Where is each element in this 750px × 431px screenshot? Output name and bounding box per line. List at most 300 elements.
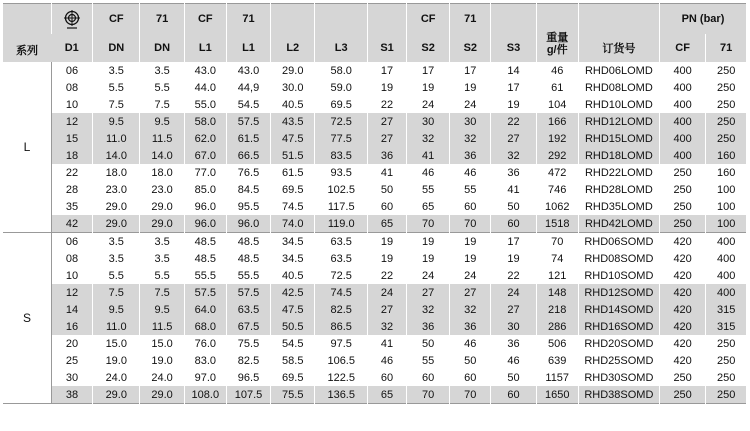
table-cell: 420 [659,318,705,335]
table-cell: 5.5 [140,79,184,96]
table-cell: 19 [368,79,407,96]
table-cell: 72.5 [315,113,368,130]
table-cell: 85.0 [184,181,226,198]
table-cell: 250 [706,79,746,96]
table-cell: 10 [51,267,92,284]
table-row [3,147,746,164]
table-cell: 65 [407,198,450,215]
table-cell: 32 [491,147,536,164]
table-cell: 250 [706,96,746,113]
table-cell: 66.5 [226,147,270,164]
table-cell: 15.0 [140,335,184,352]
table-cell: 1650 [536,386,578,404]
table-cell: 27 [368,301,407,318]
table-cell: 24 [450,267,491,284]
table-cell: 44,9 [226,79,270,96]
table-cell: 106.5 [315,352,368,369]
table-cell: 46 [491,352,536,369]
table-cell: 36 [368,147,407,164]
table-cell: 18.0 [140,164,184,181]
table-cell: 08 [51,250,92,267]
table-cell: 11.5 [140,130,184,147]
table-cell: 100 [706,181,746,198]
table-cell: RHD30SOMD [578,369,659,386]
hdr-r1-c1: CF [93,4,140,35]
table-cell: 75.5 [226,335,270,352]
table-cell: 30.0 [271,79,315,96]
table-cell: 24.0 [93,369,140,386]
table-cell: 23.0 [140,181,184,198]
table-cell: 70 [450,386,491,404]
table-cell: RHD10SOMD [578,267,659,284]
table-cell: 315 [706,318,746,335]
hdr-r1-c2: 71 [140,4,184,35]
table-cell: 96.0 [184,198,226,215]
table-cell: 19 [407,233,450,251]
table-cell: 50.5 [271,318,315,335]
table-cell: 64.0 [184,301,226,318]
table-cell: 69.5 [271,181,315,198]
table-cell: 1518 [536,215,578,233]
table-cell: 472 [536,164,578,181]
table-cell: 17 [368,62,407,79]
table-row [3,352,746,369]
table-cell: 1157 [536,369,578,386]
table-cell: 46 [407,164,450,181]
table-cell: 36 [450,147,491,164]
table-cell: 34.5 [271,250,315,267]
table-cell: 36 [491,164,536,181]
table-cell: RHD16SOMD [578,318,659,335]
hdr-s2-71: S2 [450,34,491,62]
table-cell: 74.5 [271,198,315,215]
table-cell: 400 [706,284,746,301]
table-cell: 47.5 [271,130,315,147]
table-row [3,79,746,96]
table-cell: 93.5 [315,164,368,181]
table-cell: 10 [51,96,92,113]
table-row [3,130,746,147]
table-cell: 14.0 [93,147,140,164]
table-cell: 63.5 [315,250,368,267]
table-cell: 29.0 [140,386,184,404]
table-cell: RHD06LOMD [578,62,659,79]
table-cell: 400 [659,62,705,79]
table-cell: 24 [491,284,536,301]
table-cell: 400 [659,96,705,113]
table-cell: 97.0 [184,369,226,386]
table-cell: 9.5 [140,301,184,318]
table-cell: 22 [491,113,536,130]
table-cell: 82.5 [226,352,270,369]
table-cell: 70 [536,233,578,251]
table-cell: 17 [407,62,450,79]
data-table [3,3,746,404]
table-cell: 70 [407,215,450,233]
table-cell: 24 [407,267,450,284]
table-cell: RHD25SOMD [578,352,659,369]
table-row [3,113,746,130]
table-cell: 70 [407,386,450,404]
table-cell: 60 [407,369,450,386]
table-cell: 400 [659,113,705,130]
table-row [3,284,746,301]
table-cell: 3.5 [140,233,184,251]
series-label: S [3,233,51,404]
table-cell: 19 [491,96,536,113]
table-cell: RHD12SOMD [578,284,659,301]
table-cell: 3.5 [93,250,140,267]
table-cell: 100 [706,215,746,233]
table-cell: 24.0 [140,369,184,386]
table-cell: 3.5 [140,62,184,79]
table-cell: 24 [407,96,450,113]
table-row [3,267,746,284]
series-header: 系列 [3,4,51,63]
hdr-pn-71: 71 [706,34,746,62]
table-cell: 160 [706,147,746,164]
table-cell: 7.5 [140,284,184,301]
table-cell: RHD20SOMD [578,335,659,352]
table-row [3,233,746,251]
table-cell: RHD42LOMD [578,215,659,233]
table-cell: 17 [491,79,536,96]
table-cell: 19 [491,250,536,267]
table-cell: 43.0 [184,62,226,79]
table-cell: 14 [51,301,92,318]
table-cell: 7.5 [93,284,140,301]
table-cell: RHD14SOMD [578,301,659,318]
table-cell: 20 [51,335,92,352]
table-cell: 43.5 [271,113,315,130]
table-cell: 286 [536,318,578,335]
table-cell: 3.5 [93,62,140,79]
table-cell: 14.0 [140,147,184,164]
table-cell: 400 [706,250,746,267]
pn-header: PN (bar) [659,4,746,35]
table-cell: 250 [706,335,746,352]
hdr-r1-c6 [315,4,368,35]
table-cell: RHD38SOMD [578,386,659,404]
table-cell: 32 [407,130,450,147]
table-cell: 70 [450,215,491,233]
hdr-s1: S1 [368,34,407,62]
table-cell: 107.5 [226,386,270,404]
table-cell: 14 [491,62,536,79]
table-cell: 77.0 [184,164,226,181]
table-cell: 95.5 [226,198,270,215]
table-cell: 19 [450,250,491,267]
table-header [3,4,746,63]
table-cell: 28 [51,181,92,198]
table-cell: RHD15LOMD [578,130,659,147]
table-cell: 46 [368,352,407,369]
table-cell: 08 [51,79,92,96]
table-cell: RHD35LOMD [578,198,659,215]
table-cell: 68.0 [184,318,226,335]
table-cell: 250 [659,215,705,233]
table-cell: 29.0 [140,198,184,215]
table-cell: 57.5 [184,284,226,301]
hdr-dn-71: DN [140,34,184,62]
table-cell: 11.0 [93,130,140,147]
hdr-order-no: 订货号 [578,34,659,62]
table-cell: 18.0 [93,164,140,181]
table-cell: 136.5 [315,386,368,404]
table-cell: 19 [368,233,407,251]
table-cell: 104 [536,96,578,113]
table-cell: 250 [706,352,746,369]
table-cell: 122.5 [315,369,368,386]
table-cell: 50 [407,335,450,352]
table-row [3,386,746,404]
table-cell: 5.5 [93,79,140,96]
table-cell: 61 [536,79,578,96]
table-cell: 48.5 [226,233,270,251]
table-cell: 29.0 [93,198,140,215]
table-cell: 86.5 [315,318,368,335]
table-cell: 51.5 [271,147,315,164]
table-cell: 55.0 [184,96,226,113]
table-cell: 19.0 [93,352,140,369]
table-cell: 40.5 [271,96,315,113]
table-cell: 16 [51,318,92,335]
table-cell: 19 [368,250,407,267]
table-cell: 420 [659,267,705,284]
table-cell: 420 [659,250,705,267]
table-cell: RHD06SOMD [578,233,659,251]
table-cell: 18 [51,147,92,164]
table-cell: 50 [450,352,491,369]
table-cell: 19.0 [140,352,184,369]
table-row [3,62,746,79]
table-cell: 192 [536,130,578,147]
hdr-d1: D1 [51,34,92,62]
table-cell: 63.5 [315,233,368,251]
table-cell: 69.5 [315,96,368,113]
table-cell: 250 [706,113,746,130]
table-cell: 50 [491,198,536,215]
table-cell: 84.5 [226,181,270,198]
table-cell: 400 [659,130,705,147]
table-cell: 27 [450,284,491,301]
table-cell: 400 [659,79,705,96]
table-row [3,301,746,318]
table-cell: 30 [450,113,491,130]
table-cell: 57.5 [226,113,270,130]
table-row [3,198,746,215]
hdr-s3: S3 [491,34,536,62]
table-cell: 30 [51,369,92,386]
table-cell: 59.0 [315,79,368,96]
table-cell: 25 [51,352,92,369]
table-cell: 36 [491,335,536,352]
table-cell: 9.5 [93,113,140,130]
table-cell: 46 [450,164,491,181]
table-cell: 1062 [536,198,578,215]
table-cell: 9.5 [140,113,184,130]
table-cell: 60 [368,198,407,215]
table-cell: 29.0 [93,386,140,404]
hdr-r1-c12 [578,4,659,35]
series-label: L [3,62,51,233]
table-cell: 3.5 [140,250,184,267]
table-cell: 96.0 [226,215,270,233]
table-cell: 48.5 [226,250,270,267]
table-cell: 420 [659,284,705,301]
table-cell: 5.5 [140,267,184,284]
table-cell: 250 [706,369,746,386]
table-cell: 15 [51,130,92,147]
hdr-r1-c3: CF [184,4,226,35]
table-cell: 19 [450,79,491,96]
table-cell: 65 [368,386,407,404]
table-cell: 5.5 [93,267,140,284]
table-body [3,62,746,404]
table-cell: 67.5 [226,318,270,335]
table-cell: 32 [450,130,491,147]
table-cell: 83.5 [315,147,368,164]
table-cell: 41 [368,335,407,352]
table-cell: 218 [536,301,578,318]
table-cell: 420 [659,233,705,251]
table-row [3,96,746,113]
hdr-r1-c7 [368,4,407,35]
table-cell: 27 [491,130,536,147]
table-cell: RHD08SOMD [578,250,659,267]
table-cell: 250 [706,62,746,79]
table-cell: 250 [659,198,705,215]
table-cell: 250 [659,386,705,404]
table-cell: 55.5 [184,267,226,284]
table-cell: 41 [368,164,407,181]
table-row [3,318,746,335]
table-cell: 24 [368,284,407,301]
table-cell: 27 [407,284,450,301]
table-cell: 12 [51,113,92,130]
table-cell: 19 [407,250,450,267]
table-cell: 22 [368,96,407,113]
table-cell: 61.5 [226,130,270,147]
table-cell: 60 [368,369,407,386]
table-cell: 55 [450,181,491,198]
hdr-r1-c8: CF [407,4,450,35]
table-cell: 119.0 [315,215,368,233]
table-cell: 36 [450,318,491,335]
hdr-r1-c4: 71 [226,4,270,35]
table-cell: 160 [706,164,746,181]
table-cell: 9.5 [93,301,140,318]
table-cell: 06 [51,233,92,251]
table-cell: 96.5 [226,369,270,386]
table-cell: 17 [450,62,491,79]
table-cell: 60 [450,198,491,215]
table-cell: 100 [706,198,746,215]
table-cell: 315 [706,301,746,318]
table-cell: 77.5 [315,130,368,147]
table-cell: RHD08LOMD [578,79,659,96]
table-cell: 97.5 [315,335,368,352]
table-row [3,215,746,233]
table-cell: 148 [536,284,578,301]
table-cell: 22 [51,164,92,181]
table-cell: 58.0 [315,62,368,79]
table-cell: 400 [706,267,746,284]
table-cell: 55.5 [226,267,270,284]
table-cell: 30 [407,113,450,130]
table-cell: 46 [450,335,491,352]
table-cell: 29.0 [140,215,184,233]
table-cell: 06 [51,62,92,79]
table-cell: 40.5 [271,267,315,284]
table-row [3,164,746,181]
table-cell: 83.0 [184,352,226,369]
table-cell: 24 [450,96,491,113]
table-cell: 41 [491,181,536,198]
hdr-l2: L2 [271,34,315,62]
table-cell: 32 [368,318,407,335]
table-cell: 60 [491,386,536,404]
table-cell: 117.5 [315,198,368,215]
table-cell: 292 [536,147,578,164]
table-cell: 639 [536,352,578,369]
table-cell: 34.5 [271,233,315,251]
table-cell: 102.5 [315,181,368,198]
weight-header: 重量 g/件 [536,4,578,63]
table-cell: 15.0 [93,335,140,352]
table-cell: 27 [368,113,407,130]
table-cell: 29.0 [93,215,140,233]
table-row [3,369,746,386]
table-cell: 82.5 [315,301,368,318]
hdr-pn-cf: CF [659,34,705,62]
table-cell: 60 [491,215,536,233]
table-row [3,250,746,267]
hdr-s2-cf: S2 [407,34,450,62]
table-cell: 55 [407,352,450,369]
table-cell: 41 [407,147,450,164]
table-cell: RHD12LOMD [578,113,659,130]
table-cell: 46 [536,62,578,79]
table-cell: 250 [659,164,705,181]
table-cell: 19 [450,233,491,251]
table-cell: 57.5 [226,284,270,301]
hdr-l1-71: L1 [226,34,270,62]
table-cell: 50 [491,369,536,386]
table-cell: RHD10LOMD [578,96,659,113]
table-cell: 76.0 [184,335,226,352]
hdr-r1-c9: 71 [450,4,491,35]
table-cell: 67.0 [184,147,226,164]
hdr-l1-cf: L1 [184,34,226,62]
table-cell: 35 [51,198,92,215]
table-cell: 69.5 [271,369,315,386]
table-cell: RHD22LOMD [578,164,659,181]
table-cell: 108.0 [184,386,226,404]
fitting-dimension-table [3,3,746,404]
table-cell: 30 [491,318,536,335]
table-cell: 54.5 [226,96,270,113]
table-cell: 55 [407,181,450,198]
hdr-l3: L3 [315,34,368,62]
table-cell: 47.5 [271,301,315,318]
table-cell: 7.5 [140,96,184,113]
connector-symbol-icon [61,9,83,29]
table-cell: 36 [407,318,450,335]
table-cell: 27 [491,301,536,318]
table-cell: 400 [706,233,746,251]
table-row [3,181,746,198]
